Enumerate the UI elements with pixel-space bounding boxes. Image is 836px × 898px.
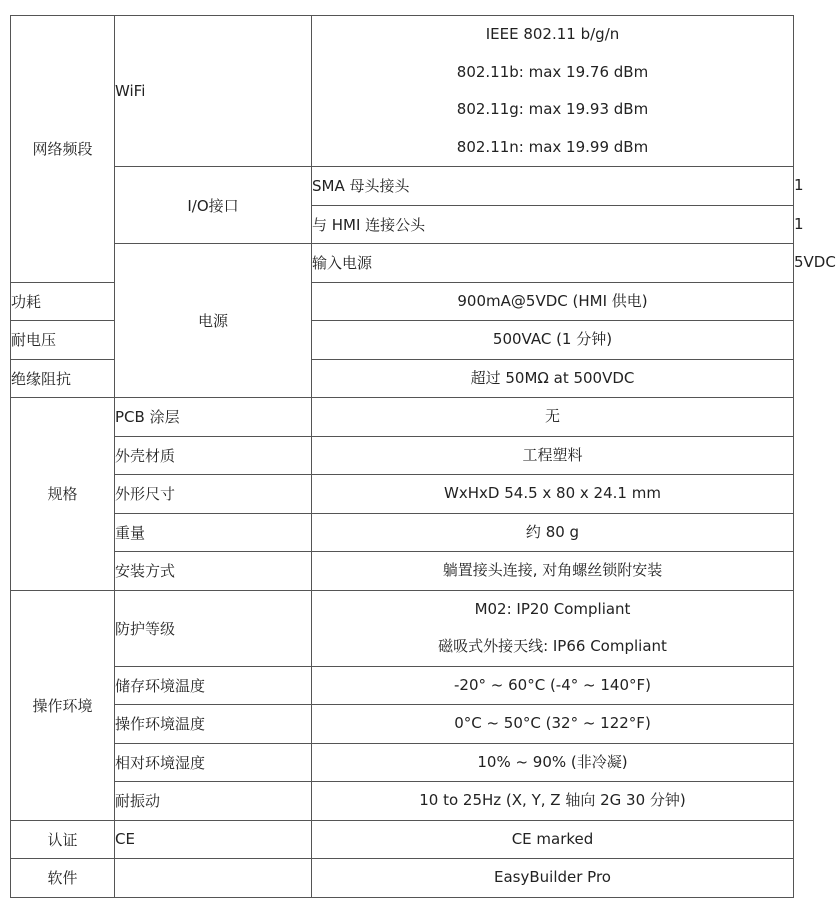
item-cell: 外壳材质 — [115, 436, 312, 475]
category-cell: I/O接口 — [115, 167, 312, 244]
item-cell: 操作环境温度 — [115, 705, 312, 744]
item-cell: PCB 涂层 — [115, 398, 312, 437]
value-cell — [312, 820, 794, 859]
value-cell — [312, 282, 794, 321]
item-cell: 绝缘阻抗 — [11, 359, 115, 398]
value-cell — [312, 743, 794, 782]
value-line: 10% ~ 90% (非冷凝) — [477, 752, 628, 771]
item-cell — [115, 859, 312, 898]
item-cell: 耐电压 — [11, 321, 115, 360]
value-cell — [312, 705, 794, 744]
item-cell: CE — [115, 820, 312, 859]
value-cell — [312, 436, 794, 475]
value-line: 无 — [544, 407, 560, 425]
item-cell: WiFi — [115, 16, 312, 167]
item-cell: 外形尺寸 — [115, 475, 312, 514]
value-line: 500VAC (1 分钟) — [492, 330, 613, 348]
table-row — [11, 782, 794, 821]
item-cell: 安装方式 — [115, 552, 312, 591]
value-cell — [312, 359, 794, 398]
table-row — [11, 705, 794, 744]
table-row — [11, 590, 794, 666]
table-row — [11, 666, 794, 705]
value-line: 802.11n: max 19.99 dBm — [456, 137, 649, 156]
category-cell: 电源 — [115, 244, 312, 398]
category-cell: 操作环境 — [11, 590, 115, 820]
category-cell: 软件 — [11, 859, 115, 898]
table-row: I/O接口 SMA 母头接头 1 — [11, 167, 794, 206]
value-cell — [312, 513, 794, 552]
table-row — [11, 820, 794, 859]
value-line: 802.11b: max 19.76 dBm — [456, 62, 649, 81]
value-cell — [312, 321, 794, 360]
value-cell — [312, 552, 794, 591]
value-line: 900mA@5VDC (HMI 供电) — [457, 291, 648, 310]
category-cell: 规格 — [11, 398, 115, 591]
table-row — [11, 398, 794, 437]
item-cell: 相对环境湿度 — [115, 743, 312, 782]
value-line: 0°C ~ 50°C (32° ~ 122°F) — [454, 714, 651, 732]
item-cell: 储存环境温度 — [115, 666, 312, 705]
value-line: CE marked — [511, 829, 594, 848]
value-line: -20° ~ 60°C (-4° ~ 140°F) — [454, 675, 651, 694]
item-cell: 防护等级 — [115, 590, 312, 666]
value-cell — [312, 398, 794, 437]
spec-table — [10, 15, 836, 898]
table-row — [11, 552, 794, 591]
value-cell — [312, 859, 794, 898]
table-row: 与 HMI 连接公头 1 — [11, 205, 794, 244]
value-line: IEEE 802.11 b/g/n — [485, 25, 620, 43]
value-line: 躺置接头连接, 对角螺丝锁附安装 — [442, 561, 663, 579]
category-cell: 网络频段 — [11, 16, 115, 283]
value-cell — [312, 16, 794, 167]
table-row — [11, 743, 794, 782]
value-cell — [312, 782, 794, 821]
value-cell — [312, 475, 794, 514]
value-line: 约 80 g — [525, 522, 580, 541]
table-row — [11, 475, 794, 514]
value-cell — [312, 590, 794, 666]
value-line: 10 to 25Hz (X, Y, Z 轴向 2G 30 分钟) — [419, 791, 686, 809]
value-line: EasyBuilder Pro — [494, 868, 611, 886]
item-cell: 重量 — [115, 513, 312, 552]
value-line: M02: IP20 Compliant — [474, 599, 631, 618]
value-line: 超过 50MΩ at 500VDC — [470, 368, 635, 387]
table-row — [11, 436, 794, 475]
item-cell: 输入电源 — [312, 244, 794, 283]
table-row — [11, 513, 794, 552]
table-row: 电源 输入电源 5VDC — [11, 244, 794, 283]
value-line: 工程塑料 — [522, 445, 583, 464]
item-cell: 耐振动 — [115, 782, 312, 821]
spec-table-body — [11, 16, 836, 898]
table-row — [11, 16, 794, 167]
value-cell — [312, 666, 794, 705]
table-row — [11, 859, 794, 898]
value-line: 802.11g: max 19.93 dBm — [456, 100, 649, 118]
value-line: WxHxD 54.5 x 80 x 24.1 mm — [444, 484, 661, 502]
value-line: 磁吸式外接天线: IP66 Compliant — [438, 637, 667, 655]
item-cell: 与 HMI 连接公头 — [312, 205, 794, 244]
item-cell: SMA 母头接头 — [312, 167, 794, 206]
item-cell: 功耗 — [11, 282, 115, 321]
category-cell: 认证 — [11, 820, 115, 859]
